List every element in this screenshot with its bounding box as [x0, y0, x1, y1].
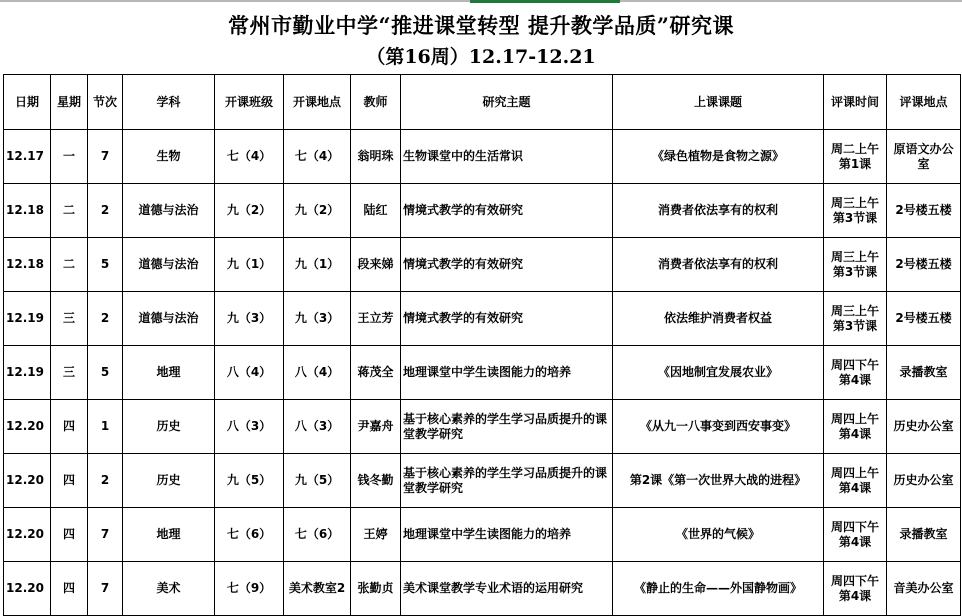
teacher-cell: 蒋茂全: [351, 346, 401, 400]
class-cell: 八（4）: [215, 346, 284, 400]
page-header: [0, 0, 962, 74]
date-cell: 12.18: [4, 184, 51, 238]
subject-cell: 生物: [123, 130, 215, 184]
header-weekday: 星期: [51, 75, 88, 130]
theme-cell: 情境式教学的有效研究: [401, 238, 613, 292]
location-cell: 八（4）: [284, 346, 351, 400]
topic-cell: 《因地制宜发展农业》: [613, 346, 824, 400]
header-theme: 研究主题: [401, 75, 613, 130]
review-place-cell: 历史办公室: [887, 454, 961, 508]
teacher-cell: 翁明珠: [351, 130, 401, 184]
review-time-cell: 周四下午第4课: [824, 508, 887, 562]
review-time-cell: 周三上午第3节课: [824, 292, 887, 346]
review-time-cell: 周四下午第4课: [824, 346, 887, 400]
theme-cell: 美术课堂教学专业术语的运用研究: [401, 562, 613, 616]
location-cell: 九（3）: [284, 292, 351, 346]
location-cell: 九（2）: [284, 184, 351, 238]
theme-cell: 情境式教学的有效研究: [401, 184, 613, 238]
period-cell: 2: [88, 292, 123, 346]
header-teacher: 教师: [351, 75, 401, 130]
theme-cell: 基于核心素养的学生学习品质提升的课堂教学研究: [401, 400, 613, 454]
weekday-cell: 四: [51, 400, 88, 454]
table-row: [4, 454, 961, 508]
subject-cell: 道德与法治: [123, 292, 215, 346]
weekday-cell: 四: [51, 562, 88, 616]
subject-cell: 道德与法治: [123, 184, 215, 238]
weekday-cell: 三: [51, 346, 88, 400]
schedule-table: [3, 74, 961, 616]
theme-cell: 地理课堂中学生读图能力的培养: [401, 346, 613, 400]
review-place-cell: 录播教室: [887, 346, 961, 400]
weekday-cell: 四: [51, 454, 88, 508]
topic-cell: 消费者依法享有的权利: [613, 184, 824, 238]
class-cell: 九（2）: [215, 184, 284, 238]
table-row: [4, 130, 961, 184]
class-cell: 七（9）: [215, 562, 284, 616]
topic-cell: 依法维护消费者权益: [613, 292, 824, 346]
date-cell: 12.20: [4, 454, 51, 508]
table-row: [4, 562, 961, 616]
class-cell: 九（5）: [215, 454, 284, 508]
review-place-cell: 录播教室: [887, 508, 961, 562]
header-class: 开课班级: [215, 75, 284, 130]
topic-cell: 消费者依法享有的权利: [613, 238, 824, 292]
subject-cell: 地理: [123, 508, 215, 562]
period-cell: 7: [88, 130, 123, 184]
review-place-cell: 原语文办公室: [887, 130, 961, 184]
period-cell: 2: [88, 184, 123, 238]
table-row: [4, 508, 961, 562]
review-place-cell: 历史办公室: [887, 400, 961, 454]
class-cell: 九（3）: [215, 292, 284, 346]
theme-cell: 地理课堂中学生读图能力的培养: [401, 508, 613, 562]
review-place-cell: 2号楼五楼: [887, 238, 961, 292]
weekday-cell: 二: [51, 184, 88, 238]
date-cell: 12.20: [4, 562, 51, 616]
theme-cell: 生物课堂中的生活常识: [401, 130, 613, 184]
location-cell: 七（6）: [284, 508, 351, 562]
date-cell: 12.20: [4, 400, 51, 454]
period-cell: 7: [88, 562, 123, 616]
period-cell: 5: [88, 346, 123, 400]
teacher-cell: 陆红: [351, 184, 401, 238]
top-accent: [470, 0, 620, 3]
review-time-cell: 周四上午第4课: [824, 400, 887, 454]
table-row: [4, 184, 961, 238]
review-time-cell: 周四上午第4课: [824, 454, 887, 508]
teacher-cell: 钱冬勤: [351, 454, 401, 508]
date-cell: 12.18: [4, 238, 51, 292]
page-subtitle: （第16周）12.17-12.21: [366, 46, 596, 68]
class-cell: 七（6）: [215, 508, 284, 562]
location-cell: 八（3）: [284, 400, 351, 454]
teacher-cell: 段来娣: [351, 238, 401, 292]
header-subject: 学科: [123, 75, 215, 130]
topic-cell: 《从九一八事变到西安事变》: [613, 400, 824, 454]
topic-cell: 《世界的气候》: [613, 508, 824, 562]
teacher-cell: 王婷: [351, 508, 401, 562]
header-period: 节次: [88, 75, 123, 130]
header-review-time: 评课时间: [824, 75, 887, 130]
period-cell: 5: [88, 238, 123, 292]
period-cell: 1: [88, 400, 123, 454]
review-time-cell: 周二上午第1课: [824, 130, 887, 184]
review-place-cell: 2号楼五楼: [887, 292, 961, 346]
table-row: [4, 400, 961, 454]
theme-cell: 情境式教学的有效研究: [401, 292, 613, 346]
period-cell: 7: [88, 508, 123, 562]
subject-cell: 历史: [123, 454, 215, 508]
review-place-cell: 音美办公室: [887, 562, 961, 616]
period-cell: 2: [88, 454, 123, 508]
date-cell: 12.17: [4, 130, 51, 184]
review-place-cell: 2号楼五楼: [887, 184, 961, 238]
location-cell: 九（1）: [284, 238, 351, 292]
review-time-cell: 周三上午第3节课: [824, 184, 887, 238]
weekday-cell: 四: [51, 508, 88, 562]
class-cell: 八（3）: [215, 400, 284, 454]
table-row: [4, 346, 961, 400]
topic-cell: 《绿色植物是食物之源》: [613, 130, 824, 184]
weekday-cell: 一: [51, 130, 88, 184]
topic-cell: 第2课《第一次世界大战的进程》: [613, 454, 824, 508]
header-location: 开课地点: [284, 75, 351, 130]
page-title: 常州市勤业中学“推进课堂转型 提升教学品质”研究课: [228, 13, 734, 38]
topic-cell: 《静止的生命——外国静物画》: [613, 562, 824, 616]
class-cell: 七（4）: [215, 130, 284, 184]
date-cell: 12.20: [4, 508, 51, 562]
table-row: [4, 238, 961, 292]
location-cell: 九（5）: [284, 454, 351, 508]
weekday-cell: 三: [51, 292, 88, 346]
teacher-cell: 尹嘉舟: [351, 400, 401, 454]
weekday-cell: 二: [51, 238, 88, 292]
review-time-cell: 周三上午第3节课: [824, 238, 887, 292]
subject-cell: 道德与法治: [123, 238, 215, 292]
theme-cell: 基于核心素养的学生学习品质提升的课堂教学研究: [401, 454, 613, 508]
subject-cell: 历史: [123, 400, 215, 454]
table-row: [4, 292, 961, 346]
review-time-cell: 周四下午第4课: [824, 562, 887, 616]
header-row: [4, 75, 961, 130]
location-cell: 美术教室2: [284, 562, 351, 616]
location-cell: 七（4）: [284, 130, 351, 184]
header-review-place: 评课地点: [887, 75, 961, 130]
teacher-cell: 张勤贞: [351, 562, 401, 616]
class-cell: 九（1）: [215, 238, 284, 292]
header-topic: 上课课题: [613, 75, 824, 130]
date-cell: 12.19: [4, 346, 51, 400]
teacher-cell: 王立芳: [351, 292, 401, 346]
subject-cell: 美术: [123, 562, 215, 616]
header-date: 日期: [4, 75, 51, 130]
subject-cell: 地理: [123, 346, 215, 400]
date-cell: 12.19: [4, 292, 51, 346]
